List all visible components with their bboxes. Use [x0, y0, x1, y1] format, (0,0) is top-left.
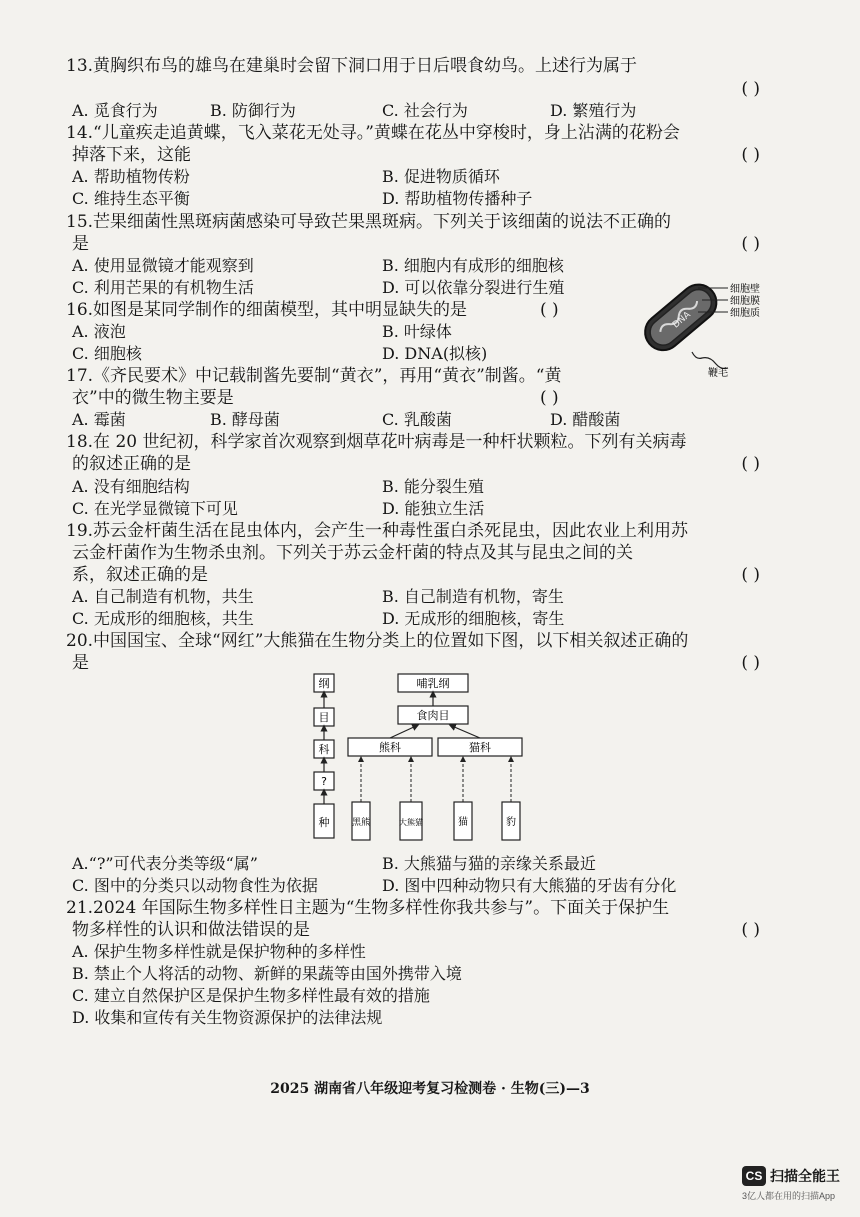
q18-stem-line2: 的叙述正确的是	[72, 454, 191, 474]
watermark-name: 扫描全能王	[770, 1168, 840, 1184]
q14-option-b: B. 促进物质循环	[382, 167, 500, 186]
q16-option-c: C. 细胞核	[72, 344, 142, 363]
label-cell-wall: 细胞壁	[730, 284, 760, 295]
q13-option-b: B. 防御行为	[210, 101, 296, 120]
q17-stem-line2: 衣”中的微生物主要是	[72, 388, 234, 408]
carnivora-order: 食肉目	[416, 709, 450, 722]
q21-option-c: C. 建立自然保护区是保护生物多样性最有效的措施	[72, 986, 430, 1005]
q21-stem-line2: 物多样性的认识和做法错误的是	[72, 920, 310, 940]
q14-option-d: D. 帮助植物传播种子	[382, 189, 533, 208]
q16-option-d: D. DNA(拟核)	[382, 344, 488, 363]
rank-species: 种	[318, 816, 330, 829]
q16-stem: 16.如图是某同学制作的细菌模型，其中明显缺失的是	[66, 300, 468, 320]
q19-option-b: B. 自己制造有机物，寄生	[382, 587, 564, 606]
label-flagellum: 鞭毛	[708, 368, 728, 379]
q14-stem-line2: 掉落下来，这能	[72, 145, 191, 165]
rank-class: 纲	[318, 677, 330, 690]
q15-option-c: C. 利用芒果的有机物生活	[72, 278, 254, 297]
q14-option-a: A. 帮助植物传粉	[72, 167, 190, 186]
q21-answer-paren: ( )	[741, 920, 760, 940]
q18-option-c: C. 在光学显微镜下可见	[72, 499, 238, 518]
q15-stem-line1: 15.芒果细菌性黑斑病菌感染可导致芒果黑斑病。下列关于该细菌的说法不正确的	[66, 212, 672, 232]
species-cat: 猫	[458, 817, 468, 828]
q20-option-c: C. 图中的分类只以动物食性为依据	[72, 876, 318, 895]
q21-stem-line1: 21.2024 年国际生物多样性日主题为“生物多样性你我共参与”。下面关于保护生	[66, 898, 670, 918]
q19-stem-line3: 系，叙述正确的是	[72, 565, 208, 585]
q13-stem: 13.黄胸织布鸟的雄鸟在建巢时会留下洞口用于日后喂食幼鸟。上述行为属于	[66, 56, 638, 76]
label-cytoplasm: 细胞质	[730, 308, 760, 319]
bacteria-flagellum	[692, 352, 728, 369]
q14-stem-line1: 14.“儿童疾走追黄蝶，飞入菜花无处寻。”黄蝶在花丛中穿梭时，身上沾满的花粉会	[66, 123, 680, 143]
rank-family: 科	[318, 743, 330, 756]
q16-answer-paren: ( )	[540, 300, 559, 320]
arrow-felidae-order	[452, 726, 480, 738]
q18-stem-line1: 18.在 20 世纪初，科学家首次观察到烟草花叶病毒是一种杆状颗粒。下列有关病毒	[66, 432, 687, 452]
q17-option-a: A. 霉菌	[72, 410, 126, 429]
q20-option-b: B. 大熊猫与猫的亲缘关系最近	[382, 854, 596, 873]
q13-answer-paren: ( )	[741, 79, 760, 99]
species-giant-panda: 大熊猫	[399, 818, 423, 827]
q19-option-c: C. 无成形的细胞核，共生	[72, 609, 254, 628]
scanner-watermark	[742, 1166, 840, 1202]
q16-option-a: A. 液泡	[72, 322, 126, 341]
q19-stem-line1: 19.苏云金杆菌生活在昆虫体内，会产生一种毒性蛋白杀死昆虫，因此农业上利用苏	[66, 521, 689, 541]
q18-option-d: D. 能独立生活	[382, 499, 485, 518]
q14-option-c: C. 维持生态平衡	[72, 189, 190, 208]
q17-option-c: C. 乳酸菌	[382, 410, 452, 429]
ursidae-family: 熊科	[379, 741, 401, 754]
q20-stem-line2: 是	[72, 653, 89, 673]
q15-option-d: D. 可以依靠分裂进行生殖	[382, 278, 565, 297]
q13-option-a: A. 觅食行为	[72, 101, 158, 120]
q19-stem-line2: 云金杆菌作为生物杀虫剂。下列关于苏云金杆菌的特点及其与昆虫之间的关	[72, 543, 633, 563]
q15-stem-line2: 是	[72, 234, 89, 254]
q17-option-b: B. 酵母菌	[210, 410, 280, 429]
page-footer: 2025 湖南省八年级迎考复习检测卷 · 生物(三)—3	[270, 1081, 590, 1097]
label-cell-membrane: 细胞膜	[730, 296, 760, 307]
q21-option-b: B. 禁止个人将活的动物、新鲜的果蔬等由国外携带入境	[72, 964, 462, 983]
q20-stem-line1: 20.中国国宝、全球“网红”大熊猫在生物分类上的位置如下图，以下相关叙述正确的	[66, 631, 689, 651]
q21-option-a: A. 保护生物多样性就是保护物种的多样性	[72, 942, 366, 961]
mammal-class: 哺乳纲	[416, 677, 450, 690]
q20-answer-paren: ( )	[741, 653, 760, 673]
rank-unknown: ?	[321, 775, 327, 788]
q19-option-a: A. 自己制造有机物，共生	[72, 587, 254, 606]
q15-option-b: B. 细胞内有成形的细胞核	[382, 256, 564, 275]
q21-option-d: D. 收集和宣传有关生物资源保护的法律法规	[72, 1008, 383, 1027]
q17-answer-paren: ( )	[540, 388, 559, 408]
q20-option-d: D. 图中四种动物只有大熊猫的牙齿有分化	[382, 876, 677, 895]
q15-option-a: A. 使用显微镜才能观察到	[72, 256, 254, 275]
q14-answer-paren: ( )	[741, 145, 760, 165]
q13-option-d: D. 繁殖行为	[550, 101, 637, 120]
arrow-ursidae-order	[390, 726, 416, 738]
taxonomy-diagram	[306, 668, 546, 850]
q18-answer-paren: ( )	[741, 454, 760, 474]
felidae-family: 猫科	[469, 741, 491, 754]
q18-option-b: B. 能分裂生殖	[382, 477, 484, 496]
rank-order: 目	[318, 711, 330, 724]
q16-option-b: B. 叶绿体	[382, 322, 452, 341]
species-black-bear: 黑熊	[351, 818, 371, 828]
q17-option-d: D. 醋酸菌	[550, 410, 621, 429]
q18-option-a: A. 没有细胞结构	[72, 477, 190, 496]
q17-stem-line1: 17.《齐民要术》中记载制酱先要制“黄衣”，再用“黄衣”制酱。“黄	[66, 366, 562, 386]
bacteria-center-text: DNA	[671, 310, 693, 331]
watermark-subtitle: 3亿人都在用的扫描App	[742, 1191, 836, 1201]
bacteria-model-figure	[636, 272, 776, 382]
species-leopard: 豹	[506, 817, 516, 828]
q13-option-c: C. 社会行为	[382, 101, 468, 120]
q15-answer-paren: ( )	[741, 234, 760, 254]
q20-option-a: A.“?”可代表分类等级“属”	[72, 854, 258, 873]
q19-option-d: D. 无成形的细胞核，寄生	[382, 609, 565, 628]
q19-answer-paren: ( )	[741, 565, 760, 585]
cs-logo-icon: CS	[742, 1166, 766, 1186]
